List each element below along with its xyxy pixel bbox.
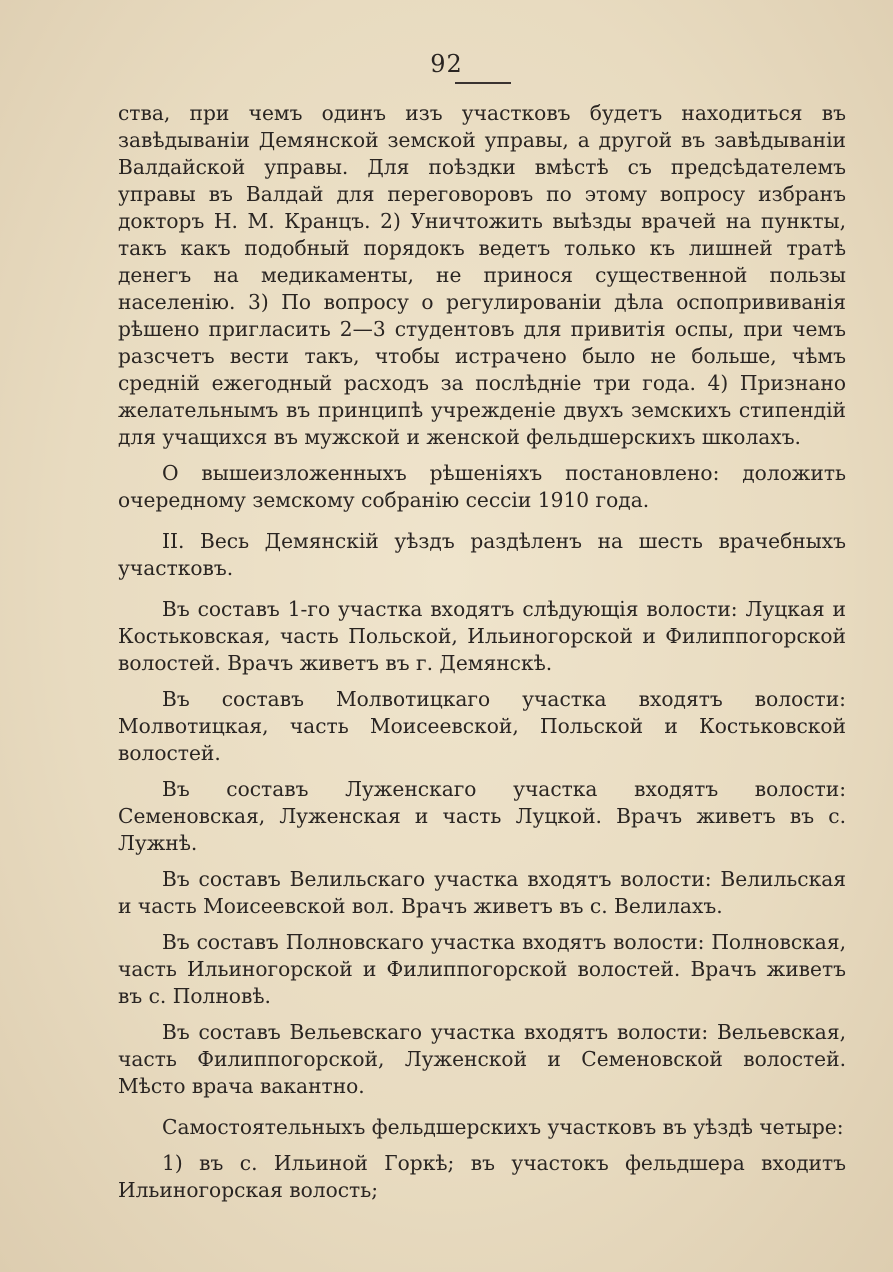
paragraph-resolution: О вышеизложенныхъ рѣшеніяхъ постановлено: доложить очередному земскому собранію сессіи 1910 года. [118,461,846,512]
paragraph-molvotitsy-section: Въ составъ Молвотицкаго участка входятъ волости: Молвотицкая, часть Моисеевской, Польской и Костьковской волостей. [118,687,846,765]
paragraph-velyevo-section: Въ составъ Вельевскаго участка входятъ волости: Вельевская, часть Филиппогорской, Луженской и Семеновской волостей. Мѣсто врача вакантно. [118,1020,846,1098]
paragraph-section-1: Въ составъ 1-го участка входятъ слѣдующія волости: Луцкая и Костьковская, часть Польской, Ильиногорской и Филиппогорской волостей. Врачъ живетъ въ г. Демянскѣ. [118,597,846,675]
paragraph-district-division: II. Весь Демянскій уѣздъ раздѣленъ на шесть врачебныхъ участковъ. [118,529,846,580]
paragraph-luzhno-section: Въ составъ Луженскаго участка входятъ волости: Семеновская, Луженская и часть Луцкой. Врачъ живетъ въ с. Лужнѣ. [118,777,846,855]
paragraph-velily-section: Въ составъ Велильскаго участка входятъ волости: Велильская и часть Моисеевской вол. Врачъ живетъ въ с. Велилахъ. [118,867,846,918]
body-text [118,100,846,1204]
paragraph-ilyina-gorka: 1) въ с. Ильиной Горкѣ; въ участокъ фельдшера входитъ Ильиногорская волость; [118,1151,846,1202]
paragraph-polnovo-section: Въ составъ Полновскаго участка входятъ волости: Полновская, часть Ильиногорской и Филиппогорской волостей. Врачъ живетъ въ с. Полновѣ. [118,930,846,1008]
page-number-underline [455,82,511,84]
paragraph-continued-decisions: ства, при чемъ одинъ изъ участковъ будетъ находиться въ завѣдываніи Демянской земской управы, а другой въ завѣдываніи Валдайской управы. Для поѣздки вмѣстѣ съ предсѣдателемъ управы въ Валдай для переговоровъ по этому вопросу избранъ докторъ Н. М. Кранцъ. 2) Уничтожить выѣзды врачей на пункты, такъ какъ подобный порядокъ ведетъ только къ лишней тратѣ денегъ на медикаменты, не принося существенной пользы населенію. 3) По вопросу о регулированіи дѣла оспопрививанія рѣшено пригласить 2—3 студентовъ для привитія оспы, при чемъ разсчетъ вести такъ, чтобы истрачено было не больше, чѣмъ средній ежегодный расходъ за послѣдніе три года. 4) Признано желательнымъ въ принципѣ учрежденіе двухъ земскихъ стипендій для учащихся въ мужской и женской фельдшерскихъ школахъ. [118,101,846,449]
page-number: 92 [430,50,463,78]
paragraph-feldsher-sections: Самостоятельныхъ фельдшерскихъ участковъ въ уѣздѣ четыре: [162,1115,844,1139]
